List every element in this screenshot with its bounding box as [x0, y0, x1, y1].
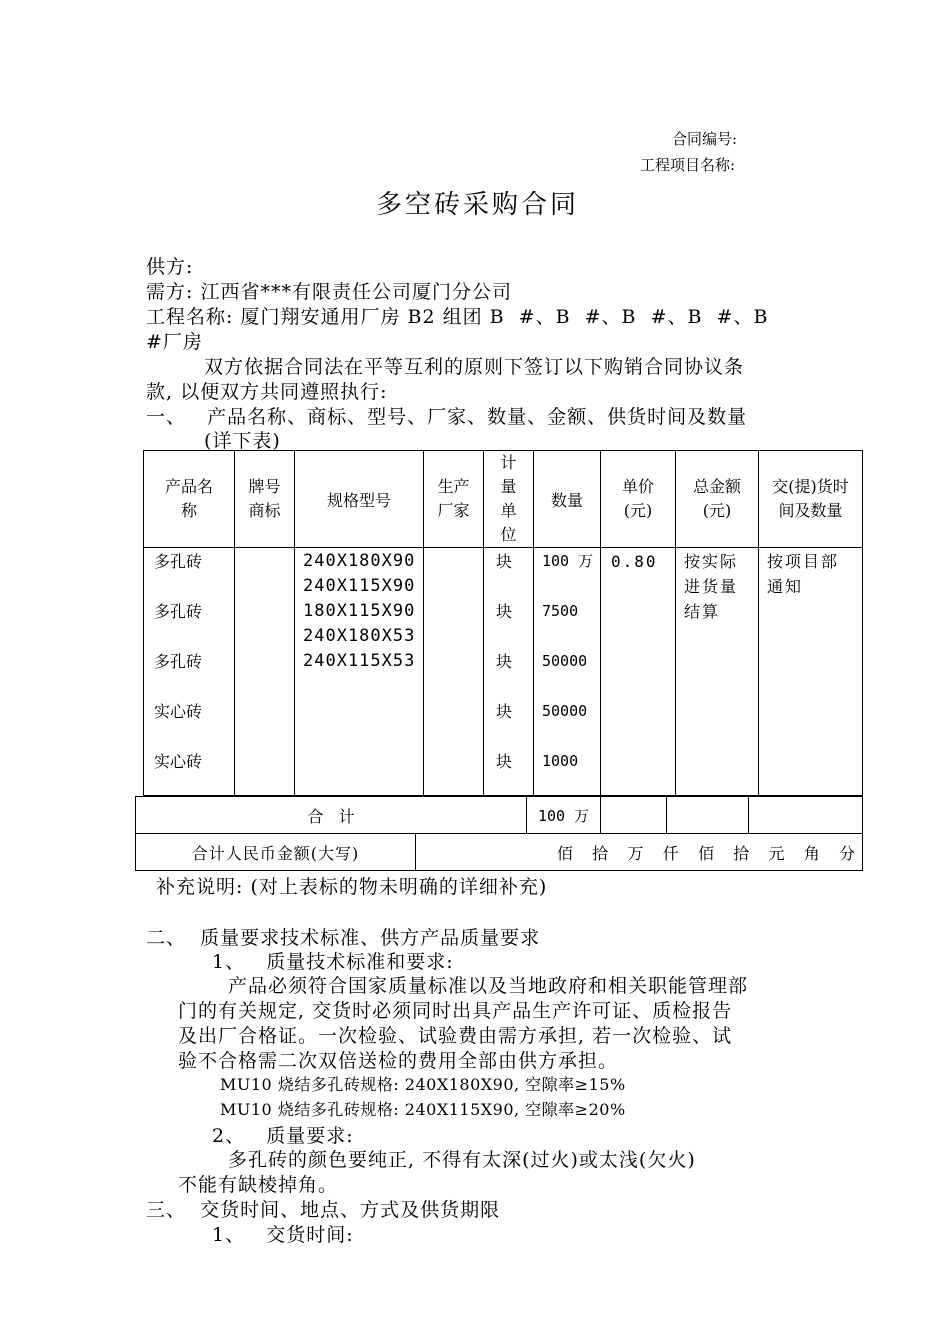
section2-item1-p1: 产品必须符合国家质量标准以及当地政府和相关职能管理部	[228, 975, 749, 997]
price-cell	[601, 548, 676, 796]
section1-sub: (详下表)	[204, 430, 281, 452]
sum-empty-2	[667, 797, 749, 834]
unit-value: 块	[496, 652, 513, 671]
qty-value: 7500	[542, 602, 579, 620]
qty-value: 50000	[542, 702, 588, 720]
spec-line-1: MU10 烧结多孔砖规格: 240X180X90, 空隙率≥15%	[220, 1075, 626, 1094]
delivery-note: 按项目部	[767, 552, 840, 571]
project-name-label: 工程项目名称:	[640, 156, 736, 174]
project-line-1: 工程名称: 厦门翔安通用厂房 B2 组团 B #、B #、B #、B #、B	[146, 306, 769, 328]
qty-cell	[534, 548, 601, 796]
section2-item1-p3: 及出厂合格证。一次检验、试验费由需方承担, 若一次检验、试	[178, 1025, 733, 1047]
total-cell	[676, 548, 759, 796]
sum-row	[136, 797, 863, 834]
intro-line-1: 双方依据合同法在平等互利的原则下签订以下购销合同协议条	[204, 356, 745, 378]
spec-line-2: MU10 烧结多孔砖规格: 240X115X90, 空隙率≥20%	[220, 1100, 626, 1119]
header-brand: 牌号商标	[235, 451, 295, 548]
total-note: 进货量	[684, 577, 739, 596]
rmb-table	[135, 833, 863, 871]
intro-line-2: 款, 以便双方共同遵照执行:	[146, 381, 388, 403]
product-name: 多孔砖	[154, 602, 203, 621]
rmb-units: 佰 拾 万 仟 佰 拾 元 角 分	[416, 834, 863, 871]
section3-item1-title: 1、 交货时间:	[212, 1224, 354, 1246]
header-spec: 规格型号	[295, 451, 424, 548]
product-name: 多孔砖	[154, 552, 203, 571]
header-delivery: 交(提)货时间及数量	[759, 451, 863, 548]
supplement-note: 补充说明: (对上表标的物未明确的详细补充)	[156, 876, 548, 898]
header-unit: 计量单位	[484, 451, 534, 548]
unit-cell	[484, 548, 534, 796]
product-name: 多孔砖	[154, 652, 203, 671]
section2-item2-p2: 不能有缺棱掉角。	[178, 1174, 339, 1196]
spec-value: 240X180X53	[303, 626, 416, 646]
section2-heading: 二、 质量要求技术标准、供方产品质量要求	[146, 927, 541, 949]
total-note: 按实际	[684, 552, 739, 571]
product-name: 实心砖	[154, 752, 203, 771]
spec-cell	[295, 548, 424, 796]
section2-item1-p4: 验不合格需二次双倍送检的费用全部由供方承担。	[178, 1050, 619, 1072]
brand-cell	[235, 548, 295, 796]
header-maker: 生产厂家	[424, 451, 484, 548]
qty-value: 50000	[542, 652, 588, 670]
buyer-line: 需方: 江西省***有限责任公司厦门分公司	[146, 281, 512, 303]
unit-value: 块	[496, 752, 513, 771]
table-header-row	[144, 451, 863, 548]
section3-heading: 三、 交货时间、地点、方式及供货期限	[146, 1199, 501, 1221]
sum-label: 合 计	[136, 797, 527, 834]
unit-value: 块	[496, 702, 513, 721]
sum-table	[135, 796, 863, 834]
product-name: 实心砖	[154, 702, 203, 721]
qty-value: 1000	[542, 752, 579, 770]
section2-item2-title: 2、 质量要求:	[212, 1125, 354, 1147]
header-qty: 数量	[534, 451, 601, 548]
total-note: 结算	[684, 602, 721, 621]
section2-item1-title: 1、 质量技术标准和要求:	[212, 951, 454, 973]
contract-number-label: 合同编号:	[672, 130, 738, 148]
header-product: 产品名称	[144, 451, 235, 548]
delivery-cell	[759, 548, 863, 796]
maker-cell	[424, 548, 484, 796]
spec-value: 240X115X53	[303, 651, 416, 671]
spec-value: 240X115X90	[303, 576, 416, 596]
unit-value: 块	[496, 552, 513, 571]
rmb-row	[136, 834, 863, 871]
table-row	[144, 548, 863, 796]
product-cell	[144, 548, 235, 796]
product-table	[143, 450, 863, 796]
spec-value: 240X180X90	[303, 551, 416, 571]
header-total: 总金额(元)	[676, 451, 759, 548]
header-price: 单价(元)	[601, 451, 676, 548]
sum-empty-1	[601, 797, 667, 834]
unit-value: 块	[496, 602, 513, 621]
project-line-2: #厂房	[146, 331, 203, 353]
spec-value: 180X115X90	[303, 601, 416, 621]
sum-qty: 100 万	[527, 797, 601, 834]
section2-item2-p1: 多孔砖的颜色要纯正, 不得有太深(过火)或太浅(欠火)	[228, 1149, 696, 1171]
section2-item1-p2: 门的有关规定, 交货时必须同时出具产品生产许可证、质检报告	[178, 1000, 733, 1022]
qty-value: 100 万	[542, 552, 594, 570]
delivery-note: 通知	[767, 577, 804, 596]
section1-heading: 一、 产品名称、商标、型号、厂家、数量、金额、供货时间及数量	[146, 406, 748, 428]
rmb-label: 合计人民币金额(大写)	[136, 834, 416, 871]
price-value: 0.80	[611, 552, 658, 571]
page-title: 多空砖采购合同	[376, 190, 580, 220]
supplier-line: 供方:	[146, 256, 194, 278]
sum-empty-3	[749, 797, 863, 834]
